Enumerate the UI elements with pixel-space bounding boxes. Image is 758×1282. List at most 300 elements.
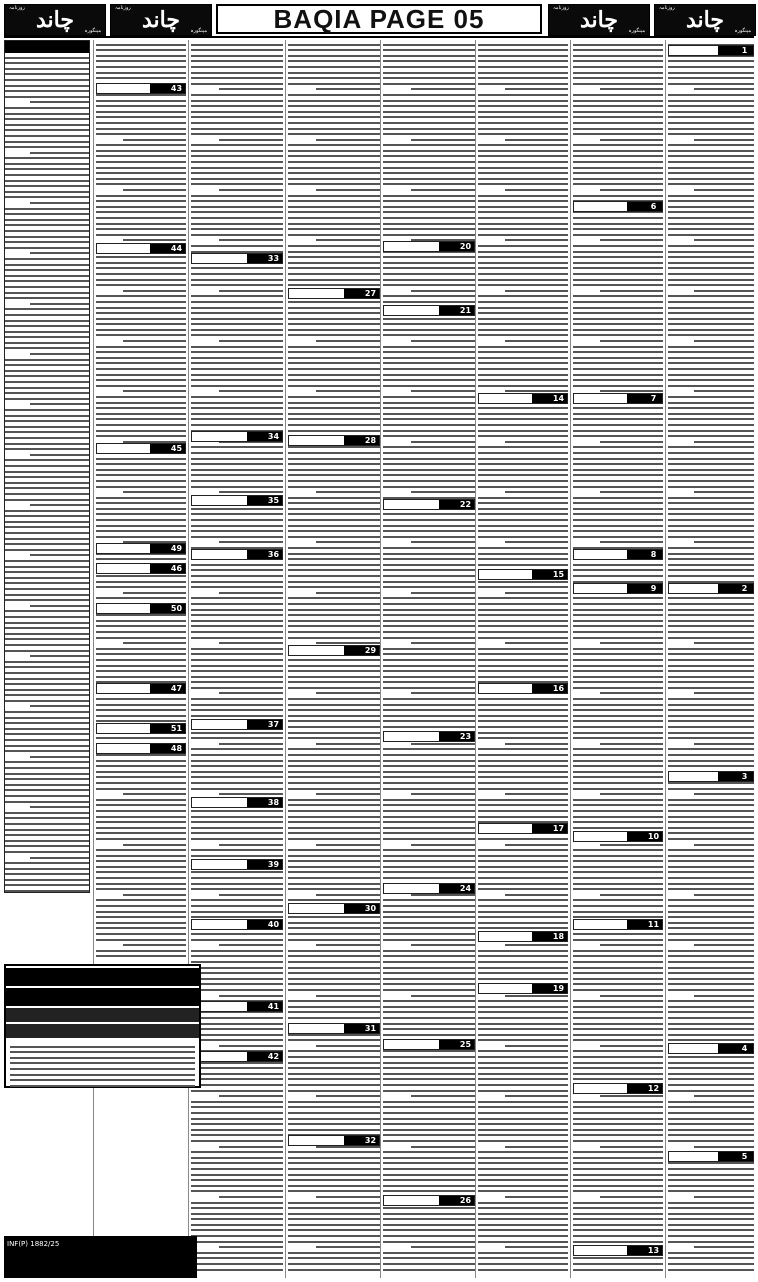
text-line (383, 267, 475, 269)
text-line (96, 497, 186, 499)
text-line (383, 1263, 475, 1265)
text-line (288, 1106, 380, 1108)
text-line (573, 855, 663, 857)
text-line (668, 446, 754, 448)
text-line (573, 1257, 663, 1259)
text-line (478, 810, 568, 812)
text-line (288, 301, 380, 303)
text-line (573, 346, 663, 348)
text-line (96, 760, 186, 762)
text-line (96, 709, 186, 711)
text-line (123, 844, 186, 846)
text-line (478, 961, 568, 963)
text-line (668, 1202, 754, 1204)
text-line (191, 155, 283, 157)
text-line (96, 530, 186, 532)
text-line (96, 228, 186, 230)
text-line (383, 978, 475, 980)
text-line (478, 631, 568, 633)
text-line (383, 614, 475, 616)
text-line (191, 1129, 283, 1131)
text-line (668, 799, 754, 801)
text-line (5, 543, 89, 545)
tag-number: 27 (362, 289, 379, 298)
text-line (191, 709, 283, 711)
text-line (5, 650, 89, 652)
story-continuation-tag (96, 543, 186, 554)
text-line (288, 161, 380, 163)
text-line (573, 1039, 663, 1041)
text-line (191, 301, 283, 303)
text-line (30, 454, 89, 456)
text-line (668, 502, 754, 504)
text-line (5, 616, 89, 618)
text-line (383, 1179, 475, 1181)
text-line (411, 844, 475, 846)
text-line (5, 879, 89, 881)
story-continuation-tag (668, 45, 754, 56)
tag-brand (343, 1024, 362, 1033)
text-line (383, 586, 475, 588)
text-line (288, 228, 380, 230)
text-line (668, 122, 754, 124)
text-line (668, 888, 754, 890)
text-line (96, 827, 186, 829)
text-line (478, 1213, 568, 1215)
text-line (288, 1006, 380, 1008)
classifieds-box (4, 40, 90, 893)
text-line (668, 1218, 754, 1220)
story-continuation-tag (288, 903, 380, 914)
text-line (288, 60, 380, 62)
text-line (191, 586, 283, 588)
text-line (573, 788, 663, 790)
text-line (191, 1101, 283, 1103)
text-line (573, 989, 663, 991)
classifieds-heading (5, 41, 89, 53)
text-line (288, 978, 380, 980)
text-line (96, 379, 186, 381)
text-line (383, 374, 475, 376)
text-line (383, 1078, 475, 1080)
text-line (316, 491, 380, 493)
text-line (96, 888, 186, 890)
text-line (191, 362, 283, 364)
tag-brand (531, 394, 550, 403)
text-line (573, 279, 663, 281)
text-line (478, 200, 568, 202)
tag-label (479, 394, 531, 403)
text-line (478, 1006, 568, 1008)
text-line (288, 720, 380, 722)
story-continuation-tag (96, 83, 186, 94)
text-line (288, 1213, 380, 1215)
text-line (30, 554, 89, 556)
text-line (191, 698, 283, 700)
text-line (288, 1218, 380, 1220)
text-line (668, 827, 754, 829)
text-line (5, 443, 89, 445)
text-line (573, 60, 663, 62)
story-continuation-tag (573, 393, 663, 404)
text-line (96, 307, 186, 309)
story-continuation-tag (383, 883, 475, 894)
text-line (96, 183, 186, 185)
text-line (668, 866, 754, 868)
text-line (600, 1196, 663, 1198)
text-line (191, 916, 283, 918)
tag-label (97, 84, 149, 93)
text-line (573, 665, 663, 667)
text-line (96, 838, 186, 840)
text-line (383, 1101, 475, 1103)
tag-brand (438, 242, 457, 251)
text-line (694, 441, 754, 443)
text-line (288, 810, 380, 812)
text-line (96, 234, 186, 236)
text-line (5, 644, 89, 646)
text-line (668, 144, 754, 146)
text-line (383, 357, 475, 359)
text-line (5, 163, 89, 165)
story-continuation-tag (668, 583, 754, 594)
text-line (383, 597, 475, 599)
text-line (383, 799, 475, 801)
text-line (96, 362, 186, 364)
tag-label (289, 1024, 343, 1033)
text-line (288, 933, 380, 935)
text-line (191, 989, 283, 991)
text-line (478, 799, 568, 801)
text-line (123, 390, 186, 392)
tag-brand (343, 1136, 362, 1145)
text-line (505, 88, 568, 90)
text-line (123, 340, 186, 342)
text-line (191, 737, 283, 739)
text-line (573, 1168, 663, 1170)
text-line (383, 933, 475, 935)
text-line (288, 273, 380, 275)
text-line (668, 922, 754, 924)
text-line (383, 1207, 475, 1209)
text-line (191, 1134, 283, 1136)
text-line (383, 435, 475, 437)
text-line (668, 1134, 754, 1136)
text-line (5, 582, 89, 584)
text-line (668, 72, 754, 74)
text-line (573, 161, 663, 163)
text-line (288, 133, 380, 135)
text-line (288, 776, 380, 778)
text-line (668, 1006, 754, 1008)
text-line (191, 637, 283, 639)
text-line (96, 804, 186, 806)
tag-number: 6 (645, 202, 662, 211)
text-line (288, 827, 380, 829)
text-line (668, 1162, 754, 1164)
text-line (573, 228, 663, 230)
text-line (668, 1101, 754, 1103)
text-line (5, 851, 89, 853)
story-continuation-tag (96, 443, 186, 454)
text-line (288, 116, 380, 118)
story-continuation-tag (573, 1245, 663, 1256)
text-line (668, 564, 754, 566)
text-line (383, 60, 475, 62)
text-line (478, 899, 568, 901)
text-line (478, 765, 568, 767)
text-line (96, 653, 186, 655)
text-line (288, 732, 380, 734)
text-line (191, 223, 283, 225)
text-line (668, 804, 754, 806)
text-line (288, 1252, 380, 1254)
text-line (288, 279, 380, 281)
text-line (288, 413, 380, 415)
text-line (96, 94, 186, 96)
text-line (573, 1034, 663, 1036)
text-line (96, 385, 186, 387)
text-line (478, 374, 568, 376)
news-column (573, 40, 663, 1280)
text-line (5, 146, 89, 148)
text-line (96, 463, 186, 465)
story-continuation-tag (383, 731, 475, 742)
text-line (383, 351, 475, 353)
text-line (191, 245, 283, 247)
text-line (600, 189, 663, 191)
text-line (383, 1118, 475, 1120)
story-continuation-tag (478, 823, 568, 834)
text-line (668, 715, 754, 717)
text-line (668, 1123, 754, 1125)
text-line (478, 609, 568, 611)
text-line (96, 776, 186, 778)
text-line (573, 430, 663, 432)
text-line (573, 681, 663, 683)
text-line (668, 1241, 754, 1243)
text-line (573, 1241, 663, 1243)
tag-brand (531, 824, 550, 833)
text-line (288, 821, 380, 823)
text-line (191, 961, 283, 963)
text-line (191, 122, 283, 124)
text-line (668, 614, 754, 616)
text-line (219, 894, 283, 896)
text-line (383, 916, 475, 918)
text-line (383, 463, 475, 465)
text-line (383, 810, 475, 812)
text-line (573, 720, 663, 722)
text-line (5, 773, 89, 775)
text-line (383, 474, 475, 476)
text-line (573, 122, 663, 124)
text-line (288, 726, 380, 728)
text-line (694, 944, 754, 946)
text-line (668, 116, 754, 118)
tag-number: 41 (265, 1002, 282, 1011)
text-line (191, 1241, 283, 1243)
tag-number: 48 (168, 744, 185, 753)
text-line (478, 1123, 568, 1125)
story-continuation-tag (668, 771, 754, 782)
text-line (5, 845, 89, 847)
text-line (383, 748, 475, 750)
text-line (573, 72, 663, 74)
text-line (96, 486, 186, 488)
text-line (191, 939, 283, 941)
text-line (668, 1067, 754, 1069)
text-line (383, 1006, 475, 1008)
text-line (478, 413, 568, 415)
text-line (219, 390, 283, 392)
text-line (668, 648, 754, 650)
text-line (219, 592, 283, 594)
tag-brand (149, 244, 168, 253)
text-line (668, 1028, 754, 1030)
text-line (411, 139, 475, 141)
text-line (383, 368, 475, 370)
text-line (219, 139, 283, 141)
text-line (191, 687, 283, 689)
text-line (668, 1213, 754, 1215)
text-line (573, 1123, 663, 1125)
tag-number: 35 (265, 496, 282, 505)
text-line (288, 1207, 380, 1209)
text-line (383, 816, 475, 818)
text-line (383, 726, 475, 728)
text-line (478, 502, 568, 504)
tag-number: 36 (265, 550, 282, 559)
text-line (191, 178, 283, 180)
text-line (383, 111, 475, 113)
text-line (668, 379, 754, 381)
text-line (694, 491, 754, 493)
text-line (219, 1196, 283, 1198)
text-line (478, 144, 568, 146)
text-line (668, 665, 754, 667)
tag-label (574, 1246, 626, 1255)
text-line (668, 1224, 754, 1226)
text-line (219, 692, 283, 694)
text-line (478, 357, 568, 359)
text-line (573, 234, 663, 236)
text-line (5, 487, 89, 489)
text-line (505, 743, 568, 745)
tag-number: 16 (550, 684, 567, 693)
tag-label (669, 1152, 717, 1161)
text-line (478, 916, 568, 918)
text-line (5, 297, 89, 299)
text-line (505, 995, 568, 997)
text-line (5, 733, 89, 735)
text-line (478, 1151, 568, 1153)
text-line (288, 1101, 380, 1103)
text-line (600, 290, 663, 292)
text-line (288, 665, 380, 667)
text-line (573, 1050, 663, 1052)
text-line (478, 318, 568, 320)
text-line (288, 961, 380, 963)
text-line (191, 424, 283, 426)
text-line (5, 258, 89, 260)
text-line (96, 284, 186, 286)
text-line (5, 85, 89, 87)
text-line (668, 1112, 754, 1114)
text-line (383, 452, 475, 454)
tag-label (384, 500, 438, 509)
text-line (573, 385, 663, 387)
text-line (96, 329, 186, 331)
text-line (478, 234, 568, 236)
text-line (668, 77, 754, 79)
text-line (573, 939, 663, 941)
text-line (191, 72, 283, 74)
text-line (383, 1224, 475, 1226)
text-line (5, 599, 89, 601)
text-line (478, 1050, 568, 1052)
text-line (288, 547, 380, 549)
text-line (573, 1179, 663, 1181)
text-line (5, 750, 89, 752)
text-line (191, 1224, 283, 1226)
text-line (288, 1179, 380, 1181)
text-line (5, 308, 89, 310)
text-line (478, 279, 568, 281)
text-line (668, 1185, 754, 1187)
tag-brand (246, 920, 265, 929)
text-line (478, 1067, 568, 1069)
text-line (478, 334, 568, 336)
text-line (573, 1224, 663, 1226)
text-line (191, 877, 283, 879)
text-line (383, 116, 475, 118)
text-line (573, 1078, 663, 1080)
text-line (288, 486, 380, 488)
text-line (5, 482, 89, 484)
text-line (288, 1011, 380, 1013)
text-line (573, 899, 663, 901)
text-line (5, 236, 89, 238)
text-line (191, 659, 283, 661)
text-line (383, 1134, 475, 1136)
text-line (219, 1246, 283, 1248)
story-continuation-tag (668, 1151, 754, 1162)
tag-label (574, 550, 626, 559)
text-line (505, 139, 568, 141)
text-line (191, 1034, 283, 1036)
text-line (96, 133, 186, 135)
text-line (96, 816, 186, 818)
text-line (288, 788, 380, 790)
story-continuation-tag (573, 201, 663, 212)
text-line (573, 256, 663, 258)
text-line (383, 564, 475, 566)
text-line (668, 94, 754, 96)
text-line (505, 894, 568, 896)
text-line (288, 838, 380, 840)
text-line (573, 1023, 663, 1025)
text-line (573, 312, 663, 314)
text-line (191, 346, 283, 348)
text-line (573, 709, 663, 711)
text-line (5, 627, 89, 629)
text-line (668, 133, 754, 135)
text-line (5, 532, 89, 534)
text-line (96, 396, 186, 398)
text-line (573, 513, 663, 515)
text-line (288, 1129, 380, 1131)
